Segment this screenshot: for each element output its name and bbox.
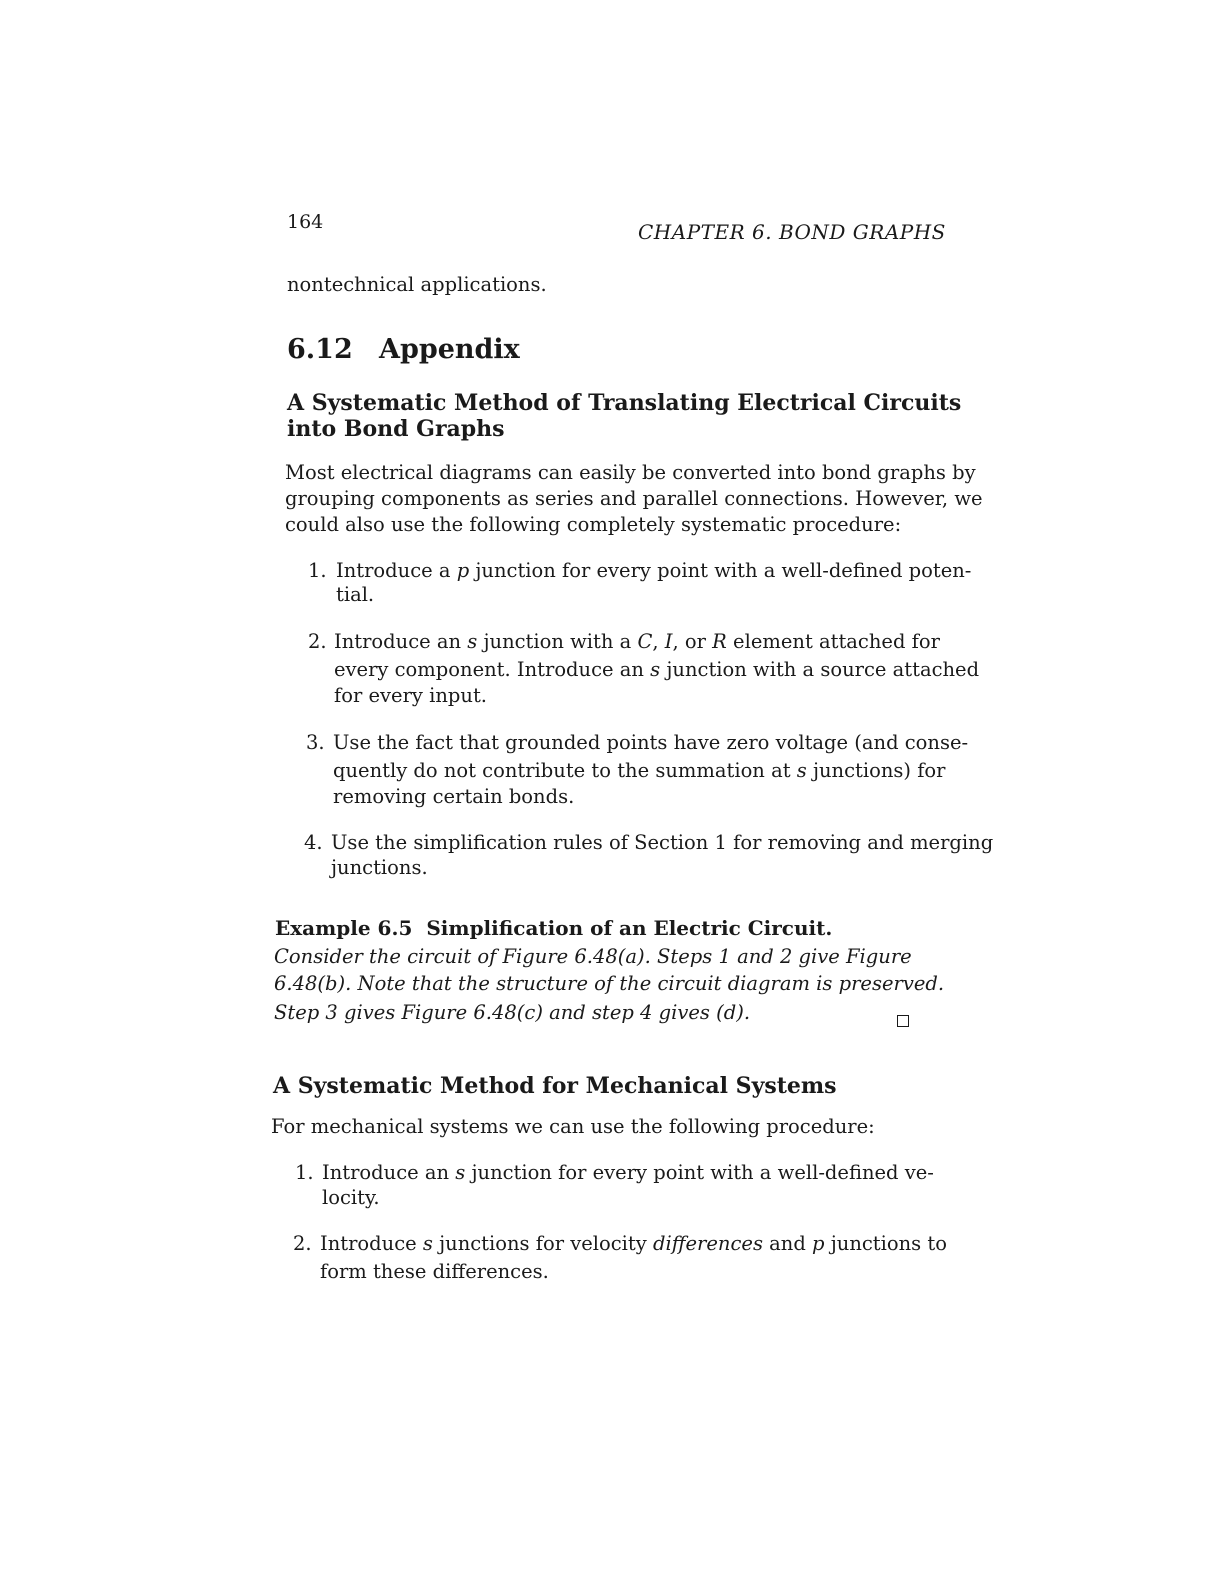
emphasized-word: differences <box>652 1232 763 1255</box>
paragraph-line: could also use the following completely systematic procedure: <box>285 513 902 536</box>
example-text-line: Step 3 gives Figure 6.48(c) and step 4 gives (d). <box>274 1001 751 1024</box>
list-item-line: Introduce s junctions for velocity differences and p junctions to <box>320 1232 947 1255</box>
list-number: 1. <box>295 1161 314 1184</box>
list-item-line: tial. <box>336 583 375 606</box>
list-item-line: Introduce an s junction for every point with a well-defined ve- <box>322 1161 934 1184</box>
math-variable: s <box>650 658 661 681</box>
math-variable: s <box>455 1161 466 1184</box>
example-text-line: 6.48(b). Note that the structure of the circuit diagram is preserved. <box>274 972 945 995</box>
math-variable: s <box>467 630 478 653</box>
math-variable: I <box>664 630 673 653</box>
running-head: CHAPTER 6. BOND GRAPHS <box>638 220 946 244</box>
list-item-line: Introduce a p junction for every point with a well-defined poten- <box>336 559 972 582</box>
math-variable: R <box>712 630 727 653</box>
example-heading <box>275 916 832 940</box>
math-variable: s <box>796 759 807 782</box>
list-number: 1. <box>308 559 327 582</box>
example-text-line: Consider the circuit of Figure 6.48(a). Steps 1 and 2 give Figure <box>274 945 912 968</box>
math-variable: p <box>456 559 470 582</box>
section-title: Appendix <box>379 334 520 365</box>
math-variable: p <box>812 1232 825 1255</box>
example-label: Example 6.5 <box>275 916 413 940</box>
list-item-line: form these differences. <box>320 1260 549 1283</box>
subsection-heading-mechanical: A Systematic Method for Mechanical Systems <box>273 1073 837 1099</box>
example-title: Simplification of an Electric Circuit. <box>426 916 833 940</box>
section-number: 6.12 <box>287 334 353 365</box>
list-item-line: quently do not contribute to the summation at s junctions) for <box>333 759 946 782</box>
continuation-text: nontechnical applications. <box>287 273 547 296</box>
heading-line: A Systematic Method of Translating Electrical Circuits <box>287 390 962 416</box>
list-number: 3. <box>306 731 325 754</box>
subsection-heading-electrical <box>287 390 961 442</box>
section-heading <box>287 334 520 365</box>
list-item-line: junctions. <box>331 856 428 879</box>
paragraph-line: grouping components as series and parallel connections. However, we <box>285 487 983 510</box>
paragraph-line: For mechanical systems we can use the following procedure: <box>271 1115 875 1138</box>
list-item-line: Introduce an s junction with a C, I, or R element attached for <box>334 630 940 653</box>
heading-line: into Bond Graphs <box>287 416 505 442</box>
list-item-line: Use the fact that grounded points have zero voltage (and conse- <box>333 731 969 754</box>
math-variable: C <box>637 630 653 653</box>
page-number: 164 <box>287 211 324 233</box>
end-of-example-square-icon <box>897 1015 909 1027</box>
list-item-line: Use the simplification rules of Section 1 for removing and merging <box>331 831 994 854</box>
list-number: 2. <box>308 630 327 653</box>
list-item-line: for every input. <box>334 684 487 707</box>
list-item-line: every component. Introduce an s junction with a source attached <box>334 658 980 681</box>
list-number: 4. <box>304 831 323 854</box>
list-item-line: locity. <box>322 1186 380 1209</box>
list-number: 2. <box>293 1232 312 1255</box>
math-variable: s <box>422 1232 433 1255</box>
paragraph-line: Most electrical diagrams can easily be converted into bond graphs by <box>285 461 976 484</box>
list-item-line: removing certain bonds. <box>333 785 575 808</box>
